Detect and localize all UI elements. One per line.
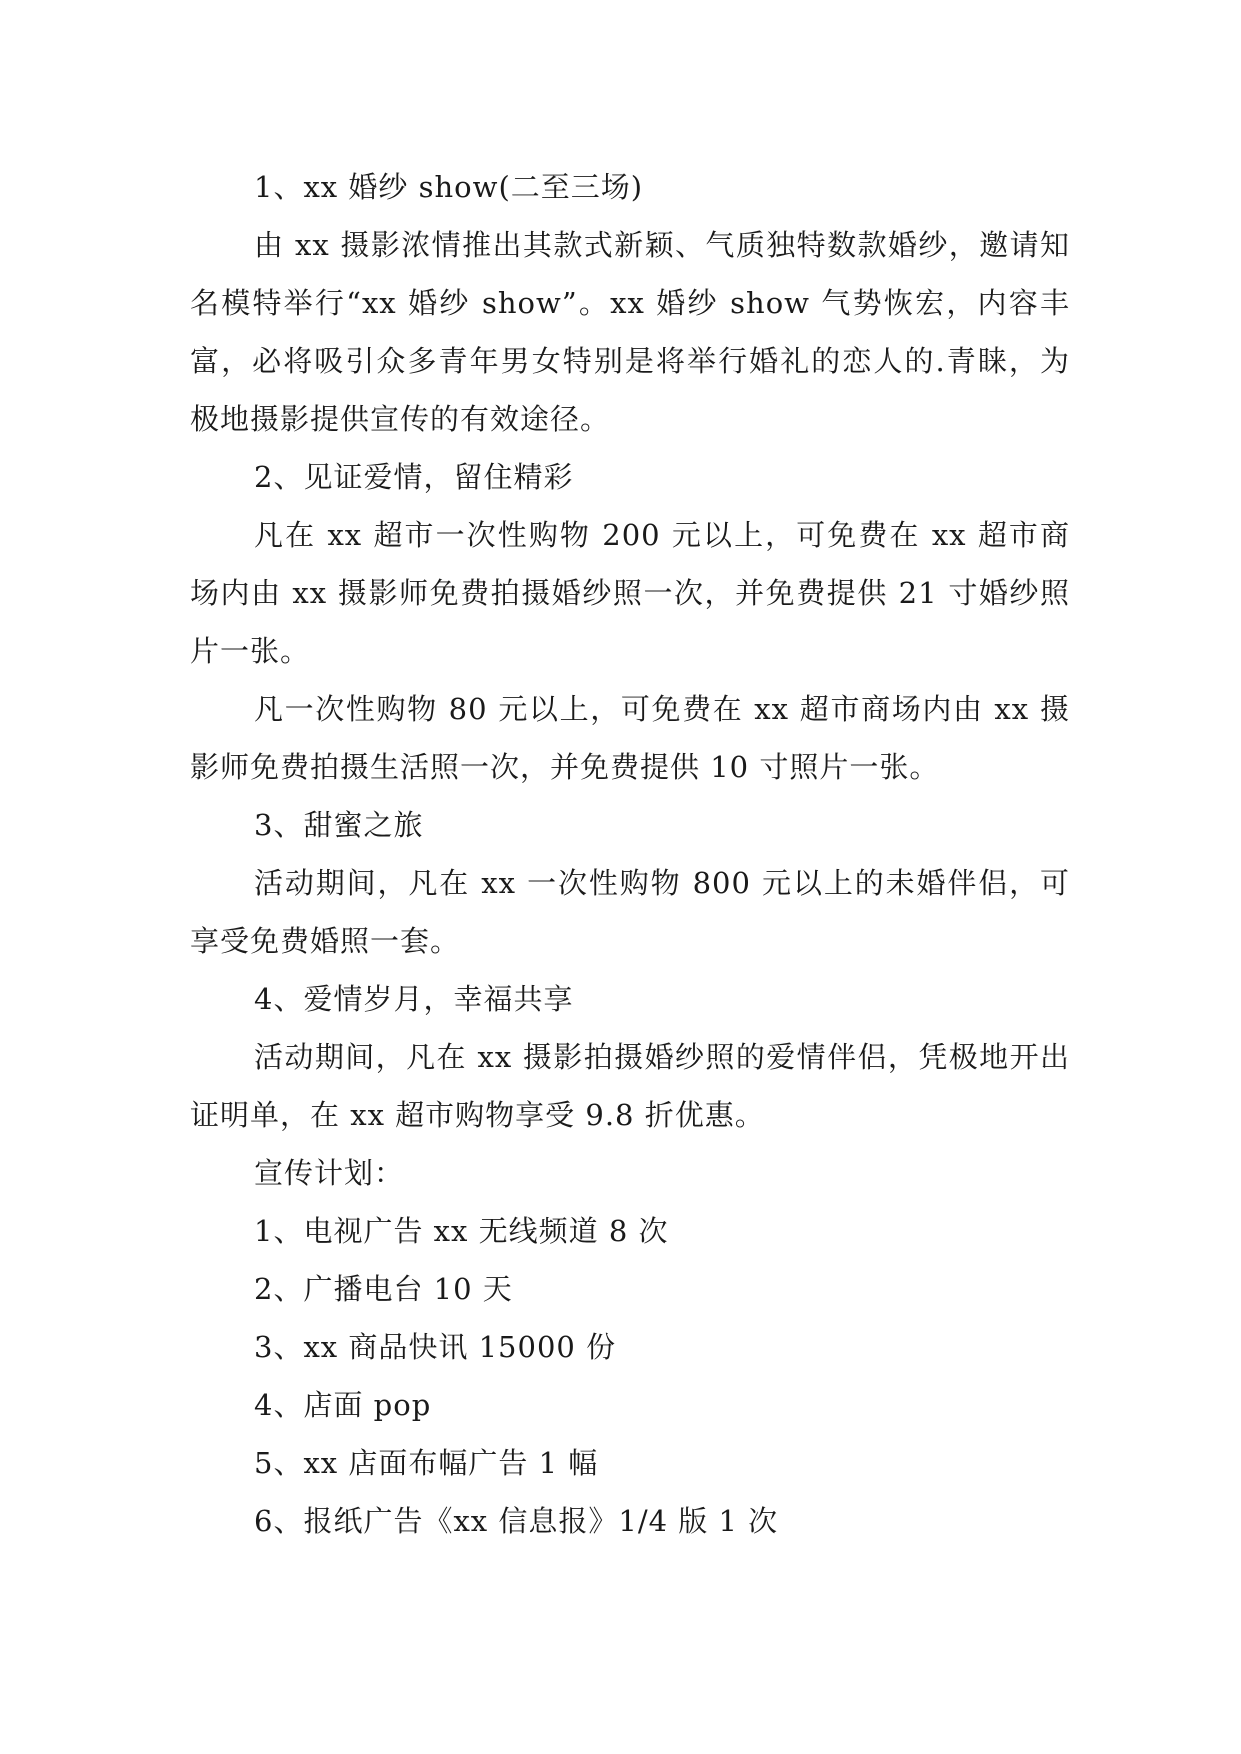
paragraph-discount: 活动期间，凡在 xx 摄影拍摄婚纱照的爱情伴侣，凭极地开出证明单，在 xx 超市购物享受 9.8 折优惠。 (190, 1040, 1070, 1132)
paragraph-purchase-800: 活动期间，凡在 xx 一次性购物 800 元以上的未婚伴侣，可享受免费婚照一套。 (190, 866, 1070, 958)
plan-item-radio: 2、广播电台 10 天 (254, 1272, 513, 1306)
plan-item-newspaper: 6、报纸广告《xx 信息报》1/4 版 1 次 (254, 1504, 779, 1538)
paragraph-wedding-show-description: 由 xx 摄影浓情推出其款式新颖、气质独特数款婚纱，邀请知名模特举行“xx 婚纱 show”。xx 婚纱 show 气势恢宏，内容丰富，必将吸引众多青年男女特别是将举行婚礼的恋人的.青睐，为极地摄影提供宣传的有效途径。 (190, 228, 1070, 436)
paragraph-purchase-80: 凡一次性购物 80 元以上，可免费在 xx 超市商场内由 xx 摄影师免费拍摄生活照一次，并免费提供 10 寸照片一张。 (190, 692, 1070, 784)
paragraph-purchase-200: 凡在 xx 超市一次性购物 200 元以上，可免费在 xx 超市商场内由 xx 摄影师免费拍摄婚纱照一次，并免费提供 21 寸婚纱照片一张。 (190, 518, 1070, 668)
document-body (190, 158, 1070, 1550)
plan-item-pop: 4、店面 pop (254, 1388, 432, 1422)
plan-item-tv: 1、电视广告 xx 无线频道 8 次 (254, 1214, 669, 1248)
plan-item-banner: 5、xx 店面布幅广告 1 幅 (254, 1446, 599, 1480)
plan-item-flyer: 3、xx 商品快讯 15000 份 (254, 1330, 617, 1364)
section-heading-wedding-show: 1、xx 婚纱 show(二至三场) (254, 170, 644, 204)
section-heading-promotion-plan: 宣传计划： (254, 1156, 405, 1190)
section-heading-witness-love: 2、见证爱情，留住精彩 (254, 460, 574, 494)
section-heading-sweet-journey: 3、甜蜜之旅 (254, 808, 424, 842)
section-heading-love-years: 4、爱情岁月，幸福共享 (254, 982, 574, 1016)
